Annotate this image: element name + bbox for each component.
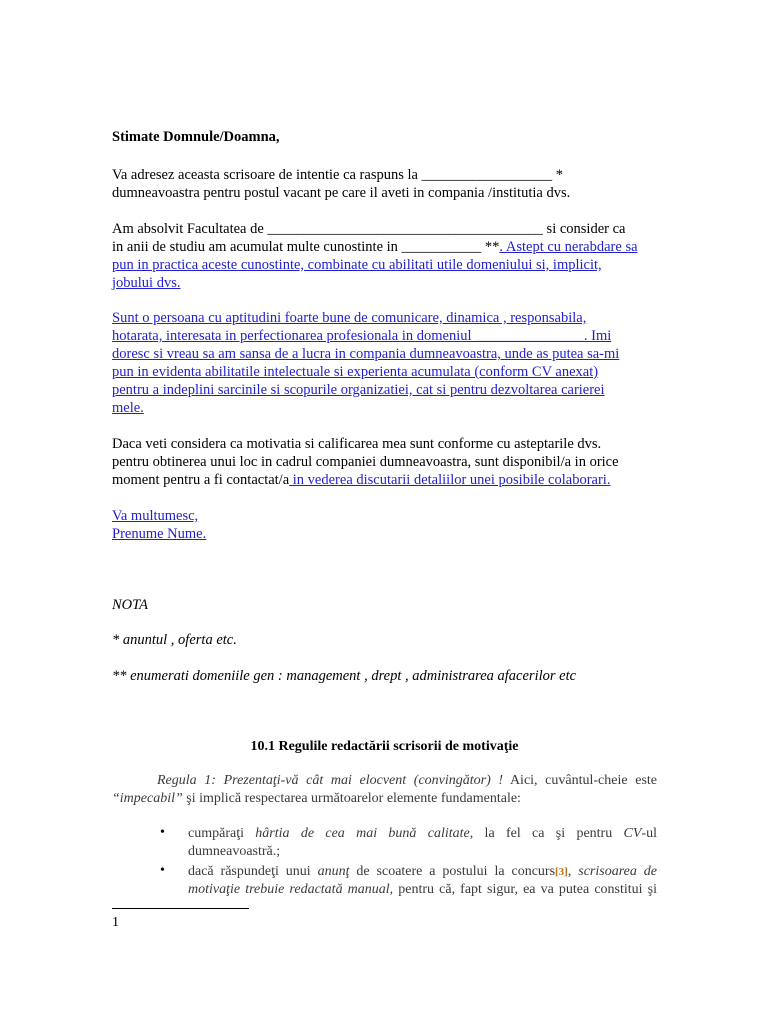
salutation-text: Stimate Domnule/Doamna, [112,129,280,145]
footnote-separator [112,908,249,909]
bullet-text: de scoatere a postului la concurs [349,864,556,879]
bullet-item-1 [188,825,657,861]
paragraph-intro [112,166,657,202]
availability-tracked-text: in vederea discutarii detaliilor unei posibile colaborari. [289,472,611,488]
availability-text: moment pentru a fi contactat/a [112,472,290,488]
bullet-text: , la fel ca şi pentru [469,826,624,841]
bullet-item-2 [188,863,657,899]
paragraph-intro-line: Va adresez aceasta scrisoare de intentie ca raspuns la __________________ * [112,167,563,183]
bullet-text: , [567,864,579,879]
closing-thanks: Va multumesc, [112,508,199,524]
bullet-emphasis: CV [623,826,642,841]
studies-tracked-text: . Astept cu nerabdare sa [499,239,638,255]
paragraph-studies-line [112,238,657,256]
rule-text: şi implică respectarea următoarelor elemente fundamentale: [182,791,521,806]
paragraph-intro-line: dumneavoastra pentru postul vacant pe care il aveti in compania /institutia dvs. [112,185,571,201]
paragraph-studies-line: Am absolvit Facultatea de ______________________________________ si consider ca [112,221,626,237]
bullet-item-2-line [188,863,657,881]
paragraph-profile-line: hotarata, interesata in perfectionarea profesionala in domeniul _______________. Imi [112,328,612,344]
footnote-reference[interactable]: [3] [555,866,568,878]
paragraph-profile-line: mele. [112,400,144,416]
nota-item-1: * anuntul , oferta etc. [112,632,237,648]
salutation [112,128,657,146]
bullet-text: cumpăraţi [188,826,256,841]
paragraph-studies-line: pun in practica aceste cunostinte, combinate cu abilitati utile domeniului si, implicit, [112,257,602,273]
section-heading: 10.1 Regulile redactării scrisorii de motivaţie [250,739,519,754]
paragraph-availability-line: pentru obtinerea unui loc in cadrul companiei dumneavoastra, sunt disponibil/a in orice [112,454,619,470]
bullet-emphasis: motivaţie trebuie redactată manual [188,882,390,897]
nota-title: NOTA [112,597,148,613]
paragraph-availability-line: Daca veti considera ca motivatia si calificarea mea sunt conforme cu asteptarile dvs. [112,436,602,452]
bullet-marker: • [160,825,165,840]
paragraph-profile-line: Sunt o persoana cu aptitudini foarte bune de comunicare, dinamica , responsabila, [112,310,587,326]
rule-text: Aici, cuvântul-cheie este [503,773,657,788]
paragraph-availability [112,435,657,489]
bullet-emphasis: scrisoarea de [578,864,657,879]
paragraph-profile-line: doresc si vreau sa am sansa de a lucra in compania dumneavoastra, unde as putea sa-mi [112,346,620,362]
bullet-item-1-line: dumneavoastră.; [188,844,281,859]
bullet-text: -ul [641,826,657,841]
footnote-number: 1 [112,915,119,930]
studies-text: in anii de studiu am acumulat multe cunostinte in ___________ ** [112,239,500,255]
rule-title: Regula 1: Prezentaţi-vă cât mai elocvent (convingător) ! [157,773,504,788]
closing [112,507,657,543]
bullet-emphasis: hârtia de cea mai bună calitate [255,826,470,841]
rule-line-1 [112,772,657,790]
nota-item-2: ** enumerati domeniile gen : management , drept , administrarea afacerilor etc [112,668,577,684]
paragraph-availability-line [112,471,657,489]
rule-paragraph [112,772,657,808]
rule-line-2 [112,790,657,808]
bullet-text: dacă răspundeţi unui [188,864,318,879]
paragraph-studies [112,220,657,292]
rule-keyword: “impecabil” [112,791,183,806]
paragraph-profile [112,309,657,417]
signature-name: Prenume Nume. [112,526,207,542]
bullet-marker: • [160,863,165,878]
paragraph-profile-line: pentru a indeplini sarcinile si scopurile organizatiei, cat si pentru dezvoltarea carierei [112,382,605,398]
bullet-text: , pentru că, fapt sigur, ea va putea constitui şi [389,882,657,897]
bullet-item-1-line [188,825,657,843]
paragraph-studies-line: jobului dvs. [112,275,181,291]
bullet-emphasis: anunţ [317,864,350,879]
bullet-item-2-line [188,881,657,899]
paragraph-profile-line: pun in evidenta abilitatile intelectuale si experienta acumulata (conform CV anexat) [112,364,599,380]
